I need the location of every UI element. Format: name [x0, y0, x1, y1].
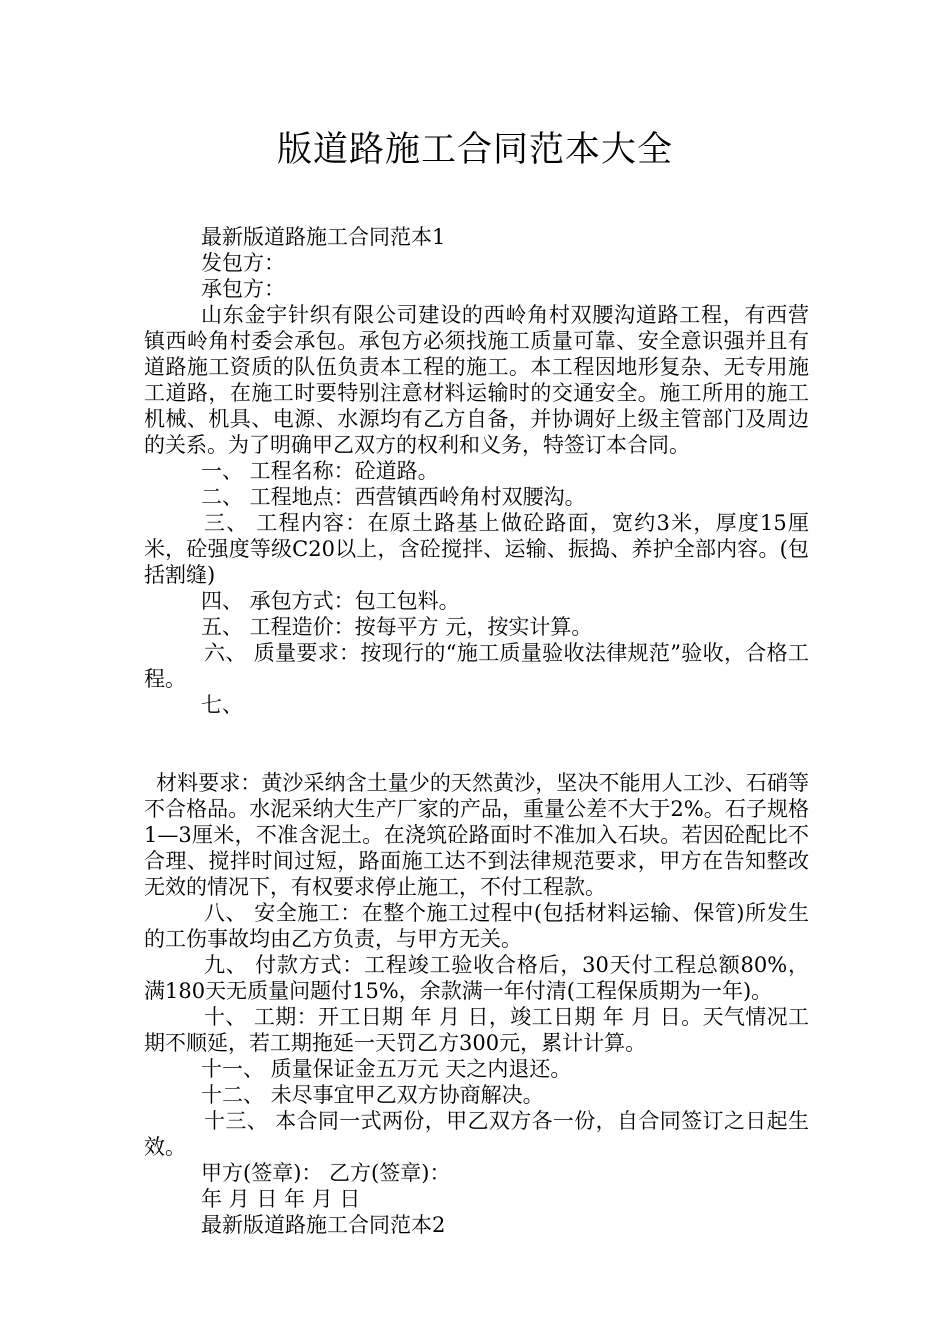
clause-3: 三、 工程内容：在原土路基上做砼路面，宽约3米，厚度15厘米，砼强度等级C20以上，含砼搅拌、运输、振捣、养护全部内容。(包括割缝) [144, 511, 809, 587]
signature-line: 甲方(签章)： 乙方(签章)： [201, 1161, 451, 1185]
party-b-label: 承包方： [201, 277, 285, 301]
document-body [144, 224, 809, 1238]
clause-5: 五、 工程造价：按每平方 元，按实计算。 [201, 615, 593, 639]
clause-7-body: 材料要求：黄沙采纳含土量少的天然黄沙，坚决不能用人工沙、石硝等不合格品。水泥采纳大生产厂家的产品，重量公差不大于2%。石子规格1—3厘米，不准含泥土。在浇筑砼路面时不准加入石块。若因砼配比不合理、搅拌时间过短，路面施工达不到法律规范要求，甲方在告知整改无效的情况下，有权要求停止施工，不付工程款。 [144, 771, 809, 899]
intro-paragraph: 山东金宇针织有限公司建设的西岭角村双腰沟道路工程，有西营镇西岭角村委会承包。承包方必须找施工质量可靠、安全意识强并且有道路施工资质的队伍负责本工程的施工。本工程因地形复杂、无专用施工道路，在施工时要特别注意材料运输时的交通安全。施工所用的施工机械、机具、电源、水源均有乙方自备，并协调好上级主管部门及周边的关系。为了明确甲乙双方的权利和义务，特签订本合同。 [144, 303, 809, 457]
clause-4: 四、 承包方式：包工包料。 [201, 589, 460, 613]
clause-8: 八、 安全施工：在整个施工过程中(包括材料运输、保管)所发生的工伤事故均由乙方负责，与甲方无关。 [144, 901, 809, 951]
date-line: 年 月 日 年 月 日 [201, 1187, 361, 1211]
clause-11: 十一、 质量保证金五万元 天之内退还。 [201, 1057, 572, 1081]
clause-7-heading: 七、 [201, 693, 243, 717]
clause-9: 九、 付款方式：工程竣工验收合格后，30天付工程总额80%，满180天无质量问题付15%，余款满一年付清(工程保质期为一年)。 [144, 953, 809, 1003]
clause-2: 二、 工程地点：西营镇西岭角村双腰沟。 [201, 485, 586, 509]
clause-13: 十三、 本合同一式两份，甲乙双方各一份，自合同签订之日起生效。 [144, 1109, 809, 1159]
blank-gap [144, 718, 809, 770]
contract-heading-2: 最新版道路施工合同范本2 [201, 1213, 446, 1237]
clause-1: 一、 工程名称：砼道路。 [201, 459, 439, 483]
clause-12: 十二、 未尽事宜甲乙双方协商解决。 [201, 1083, 544, 1107]
document-title: 版道路施工合同范本大全 [276, 130, 673, 170]
clause-10: 十、 工期：开工日期 年 月 日，竣工日期 年 月 日。天气情况工期不顺延，若工期拖延一天罚乙方300元，累计计算。 [144, 1005, 809, 1055]
clause-6: 六、 质量要求：按现行的“施工质量验收法律规范”验收，合格工程。 [144, 641, 809, 691]
contract-heading-1: 最新版道路施工合同范本1 [201, 225, 446, 249]
party-a-label: 发包方： [201, 251, 285, 275]
